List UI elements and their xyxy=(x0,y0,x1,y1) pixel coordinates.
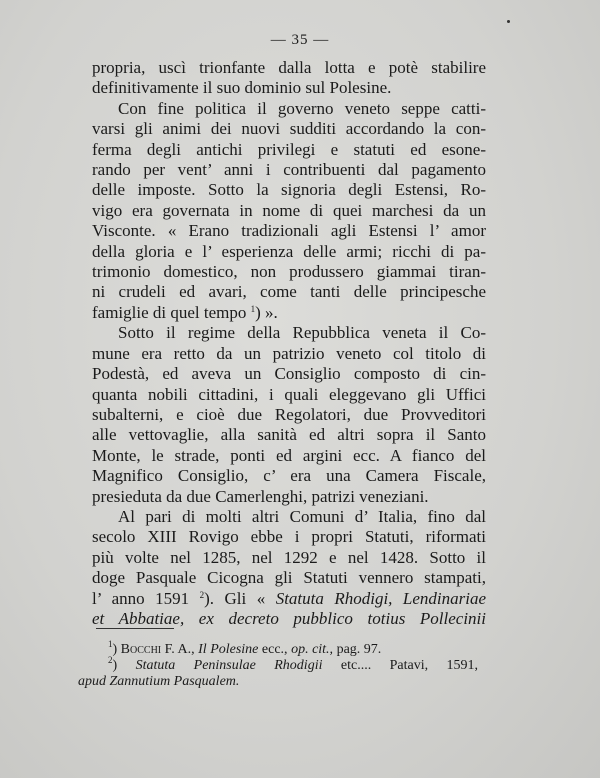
text-line xyxy=(92,303,486,323)
footnote-1: $^1$) Bocchi F. A., Il Polesine ecc., op. cit., pag. 97. xyxy=(108,639,382,657)
text-line: alle vettovaglie, alla sanità ed altri sopra il Santo xyxy=(92,425,486,445)
text-line: ferma degli antichi privilegi e statuti ed esone- xyxy=(92,139,486,159)
footnote-2-continuation xyxy=(78,674,478,690)
text-line: Con fine politica il governo veneto seppe catti- xyxy=(118,98,486,118)
text-line xyxy=(92,589,486,609)
footnote-publisher: apud Zannutium Pasqualem. xyxy=(78,674,240,689)
text-line: delle imposte. Sotto la signoria degli Estensi, Ro- xyxy=(92,180,486,200)
text-line: Monte, le strade, ponti ed argini ecc. A fianco del xyxy=(92,445,486,465)
text-line: varsi gli animi dei nuovi sudditi accordando la con- xyxy=(92,119,486,139)
text-line: più volte nel 1285, nel 1292 e nel 1428. Sotto il xyxy=(92,547,486,567)
dust-speck xyxy=(507,20,510,23)
footnote-marker: 1 xyxy=(108,639,113,649)
text-line: quanta nobili cittadini, i quali eleggevano gli Uffici xyxy=(92,384,486,404)
footnote-reference: 1 xyxy=(250,303,256,314)
text-fragment: famiglie di quel tempo xyxy=(92,302,247,322)
footnote-2: $^2$) Statuta Peninsulae Rhodigii etc.... Patavi, 1591, xyxy=(108,655,478,673)
text-line: Magnifico Consiglio, c’ era una Camera Fiscale, xyxy=(92,466,486,486)
paragraph-1 xyxy=(92,58,486,99)
text-fragment: ) ». xyxy=(255,302,278,322)
text-fragment: l’ anno 1591 xyxy=(92,588,190,608)
text-line: secolo XIII Rovigo ebbe i propri Statuti, riformati xyxy=(92,527,486,547)
body-text xyxy=(92,58,486,629)
text-line: definitivamente il suo dominio sul Polesine. xyxy=(92,78,392,98)
text-line: mune era retto da un patrizio veneto col titolo di xyxy=(92,343,486,363)
text-line: Visconte. « Erano tradizionali agli Estensi l’ amor xyxy=(92,221,486,241)
text-line: Sotto il regime della Repubblica veneta il Co- xyxy=(118,323,486,343)
paragraph-4 xyxy=(92,507,486,629)
page-number: — 35 — xyxy=(270,32,330,48)
footnote-reference: 2 xyxy=(199,589,205,600)
text-fragment: ecc., xyxy=(258,642,292,657)
italic-title-fragment: Statuta Rhodigi, Lendinariae xyxy=(275,588,487,608)
text-fragment: pag. 97. xyxy=(333,642,382,657)
footnote-divider xyxy=(96,628,174,629)
paragraph-3 xyxy=(92,323,486,507)
text-line: trimonio domestico, non produssero giammai tiran- xyxy=(92,262,486,282)
text-line: propria, uscì trionfante dalla lotta e potè stabilire xyxy=(92,58,486,77)
text-line: ni crudeli ed avari, come tanti delle principesche xyxy=(92,282,486,302)
text-line: rando per vent’ anni i contribuenti dal pagamento xyxy=(92,160,486,180)
paragraph-2 xyxy=(92,99,486,323)
text-fragment: etc.... Patavi, 1591, xyxy=(322,658,478,673)
footnote-citation: op. cit., xyxy=(291,642,334,657)
text-line: presieduta da due Camerlenghi, patrizi veneziani. xyxy=(92,486,429,506)
text-line: Al pari di molti altri Comuni d’ Italia, fino dal xyxy=(118,506,486,526)
footnote-marker: 2 xyxy=(108,655,113,665)
text-line: Podestà, ed aveva un Consiglio composto di cin- xyxy=(92,364,486,384)
footnote-title: Statuta Peninsulae Rhodigii xyxy=(135,658,323,673)
footnote-author: Bocchi F. A., xyxy=(120,642,195,657)
text-line: vigo era governata in nome di quei marchesi da un xyxy=(92,200,486,220)
italic-title-fragment: et Abbatiae, ex decreto pubblico totius Pollecinii xyxy=(92,608,486,628)
footnotes xyxy=(78,639,478,690)
text-line: della gloria e l’ esperienza delle armi; ricchi di pa- xyxy=(92,241,486,261)
text-line: subalterni, e cioè due Regolatori, due Provveditori xyxy=(92,404,486,424)
text-line: doge Pasquale Cicogna gli Statuti vennero stampati, xyxy=(92,568,486,588)
text-line xyxy=(92,609,486,629)
text-fragment: ). Gli « xyxy=(204,588,276,608)
footnote-title: Il Polesine xyxy=(198,642,259,657)
